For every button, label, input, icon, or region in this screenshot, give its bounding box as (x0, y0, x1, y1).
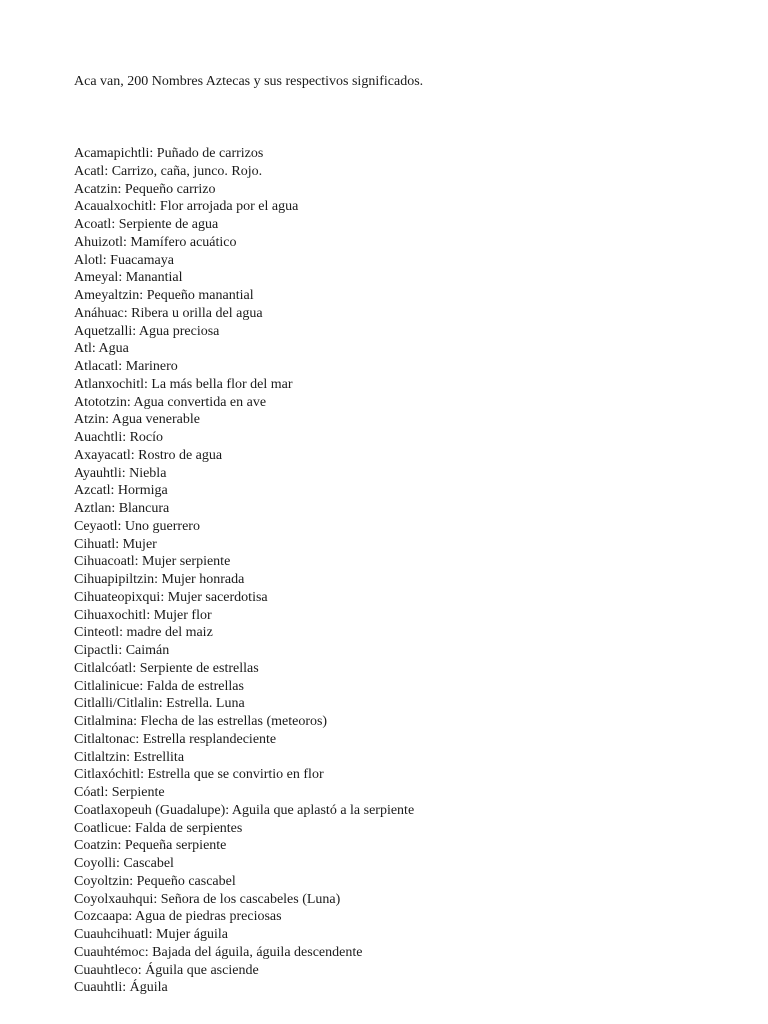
name-entry: Cihuacoatl: Mujer serpiente (74, 554, 231, 570)
name-entry: Cuauhtémoc: Bajada del águila, águila descendente (74, 944, 363, 960)
name-entry: Citlaltonac: Estrella resplandeciente (74, 731, 277, 747)
name-entry: Ameyal: Manantial (74, 270, 183, 286)
name-entry: Citlalinicue: Falda de estrellas (74, 678, 244, 694)
name-entry: Atototzin: Agua convertida en ave (74, 394, 267, 410)
name-entry: Axayacatl: Rostro de agua (74, 447, 223, 463)
name-entry: Cuauhtli: Águila (74, 980, 168, 996)
name-entry: Atlanxochitl: La más bella flor del mar (74, 376, 293, 392)
name-entry: Cihuapipiltzin: Mujer honrada (74, 572, 245, 587)
name-entry: Acamapichtli: Puñado de carrizos (74, 146, 264, 161)
name-entry: Coyoltzin: Pequeño cascabel (74, 873, 236, 889)
name-entry: Citlalcóatl: Serpiente de estrellas (74, 660, 259, 676)
name-entry: Cuauhtleco: Águila que asciende (74, 962, 259, 978)
name-entry: Cihuaxochitl: Mujer flor (74, 607, 212, 623)
name-entry: Auachtli: Rocío (74, 430, 164, 445)
name-entry: Acatzin: Pequeño carrizo (74, 181, 216, 197)
name-entry: Coatzin: Pequeña serpiente (74, 838, 227, 854)
name-entry: Coatlicue: Falda de serpientes (74, 820, 243, 836)
names-list (74, 145, 414, 997)
name-entry: Coyolxauhqui: Señora de los cascabeles (Luna) (74, 891, 341, 907)
name-entry: Coatlaxopeuh (Guadalupe): Aguila que aplastó a la serpiente (74, 802, 415, 818)
name-entry: Acaualxochitl: Flor arrojada por el agua (74, 199, 299, 215)
name-entry: Cóatl: Serpiente (74, 785, 165, 800)
name-entry: Ceyaotl: Uno guerrero (74, 518, 200, 534)
name-entry: Aquetzalli: Agua preciosa (74, 323, 220, 339)
name-entry: Aztlan: Blancura (74, 501, 170, 516)
name-entry: Atl: Agua (74, 341, 129, 357)
name-entry: Atlacatl: Marinero (74, 359, 178, 374)
name-entry: Ameyaltzin: Pequeño manantial (74, 288, 254, 303)
name-entry: Azcatl: Hormiga (74, 483, 168, 499)
name-entry: Cozcaapa: Agua de piedras preciosas (74, 909, 282, 925)
name-entry: Acatl: Carrizo, caña, junco. Rojo. (74, 163, 263, 179)
name-entry: Ayauhtli: Niebla (74, 465, 167, 481)
name-entry: Citlalmina: Flecha de las estrellas (meteoros) (74, 714, 328, 729)
name-entry: Ahuizotl: Mamífero acuático (74, 234, 237, 250)
name-entry: Coyolli: Cascabel (74, 856, 174, 871)
name-entry: Citlalli/Citlalin: Estrella. Luna (74, 696, 245, 712)
name-entry: Cihuateopixqui: Mujer sacerdotisa (74, 589, 268, 605)
intro-text: Aca van, 200 Nombres Aztecas y sus respectivos significados. (74, 74, 424, 89)
name-entry: Citlaltzin: Estrellita (74, 749, 185, 765)
name-entry: Alotl: Fuacamaya (74, 252, 174, 268)
name-entry: Cuauhcihuatl: Mujer águila (74, 927, 228, 942)
name-entry: Citlaxóchitl: Estrella que se convirtio en flor (74, 767, 324, 783)
name-entry: Anáhuac: Ribera u orilla del agua (74, 305, 263, 321)
name-entry: Cipactli: Caimán (74, 643, 170, 658)
name-entry: Atzin: Agua venerable (74, 412, 200, 428)
name-entry: Cinteotl: madre del maiz (74, 625, 213, 641)
name-entry: Acoatl: Serpiente de agua (74, 217, 219, 232)
name-entry: Cihuatl: Mujer (74, 536, 157, 552)
